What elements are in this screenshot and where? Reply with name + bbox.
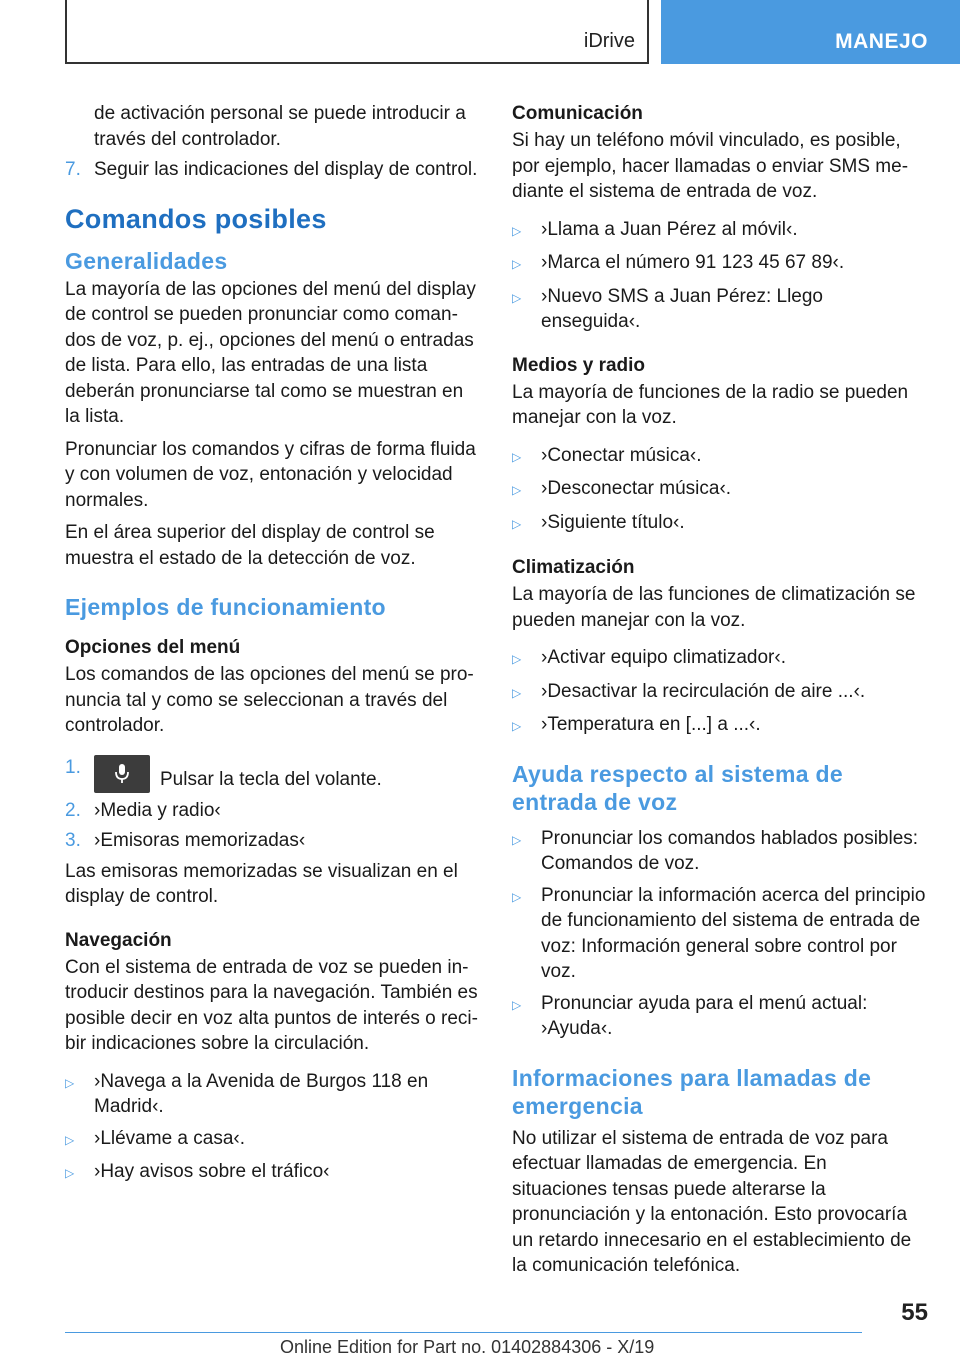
step-7: 7. Seguir las indicaciones del display de control. bbox=[65, 159, 478, 180]
list-item: ▷ ›Desconectar música‹. bbox=[512, 476, 926, 504]
heading-ejemplos: Ejemplos de funcionamiento bbox=[65, 594, 386, 620]
paragraph: Las emisoras memorizadas se visualizan en el display de control. bbox=[65, 860, 458, 907]
heading-generalidades: Generalidades bbox=[65, 247, 228, 274]
triangle-right-icon: ▷ bbox=[512, 223, 522, 238]
page-number: 55 bbox=[901, 1299, 928, 1326]
triangle-right-icon: ▷ bbox=[512, 516, 522, 531]
step-2: 2. ›Media y radio‹ bbox=[65, 799, 221, 821]
step-6-continuation: de activación personal se puede introducir a través del controlador. bbox=[94, 103, 466, 150]
list-item: ▷ ›Llama a Juan Pérez al móvil‹. bbox=[512, 217, 926, 245]
header-box bbox=[65, 0, 649, 64]
left-column bbox=[65, 101, 479, 1193]
heading-medios-radio: Medios y radio bbox=[512, 354, 646, 376]
paragraph: En el área superior del display de control se muestra el estado de la detección de voz. bbox=[65, 522, 435, 569]
triangle-right-icon: ▷ bbox=[65, 1166, 75, 1180]
steering-voice-button bbox=[94, 755, 150, 793]
list-item: ▷ Pronunciar la información acerca del principio de funcionamiento del sistema de entrada de voz: Información general sobre control por voz. bbox=[512, 883, 926, 985]
paragraph: La mayoría de las opciones del menú del display de control se pueden pronunciar como comandos de voz, p. ej., opciones del menú o entradas de lista. Para ello, las entradas de una lista deberán pronunciarse tal como se muestran en la lista. bbox=[65, 278, 476, 427]
triangle-right-icon: ▷ bbox=[512, 652, 522, 666]
triangle-right-icon: ▷ bbox=[512, 483, 522, 497]
list-item: ▷ ›Conectar música‹. bbox=[512, 443, 926, 471]
step-3: 3. ›Emisoras memorizadas‹ bbox=[65, 830, 306, 851]
list-item: ▷ ›Activar equipo climatizador‹. bbox=[512, 645, 926, 673]
paragraph: La mayoría de funciones de la radio se pueden manejar con la voz. bbox=[512, 381, 909, 428]
triangle-right-icon: ▷ bbox=[512, 719, 522, 733]
triangle-right-icon: ▷ bbox=[512, 889, 522, 904]
paragraph: Pronunciar los comandos y cifras de forma fluida y con volumen de voz, entonación y velocidad normales. bbox=[65, 438, 476, 511]
right-column bbox=[512, 101, 926, 1286]
header-chapter: MANEJO bbox=[835, 30, 928, 53]
heading-ayuda: Ayuda respecto al sistema de entrada de voz bbox=[512, 760, 843, 815]
list-item: ▷ ›Temperatura en [...] a ...‹. bbox=[512, 712, 926, 740]
triangle-right-icon: ▷ bbox=[512, 257, 522, 271]
list-item: ▷ ›Desactivar la recirculación de aire ...‹. bbox=[512, 679, 926, 707]
heading-comunicacion: Comunicación bbox=[512, 103, 643, 124]
heading-navegacion: Navegación bbox=[65, 929, 172, 951]
paragraph: Con el sistema de entrada de voz se pueden introducir destinos para la navegación. También es posible decir en voz alta puntos de interés o recibir indicaciones sobre la circulación. bbox=[65, 956, 478, 1054]
triangle-right-icon: ▷ bbox=[512, 997, 522, 1012]
triangle-right-icon: ▷ bbox=[65, 1132, 75, 1147]
list-item: ▷ Pronunciar los comandos hablados posibles: Comandos de voz. bbox=[512, 826, 926, 877]
step-1: 1. Pulsar la tecla del volante. bbox=[65, 755, 479, 793]
paragraph: Si hay un teléfono móvil vinculado, es posible, por ejemplo, hacer llamadas o enviar SMS mediante el sistema de entrada de voz. bbox=[512, 130, 909, 202]
triangle-right-icon: ▷ bbox=[65, 1075, 75, 1090]
list-item: ▷ ›Siguiente título‹. bbox=[512, 510, 926, 538]
header-section: iDrive bbox=[583, 30, 635, 52]
heading-climatizacion: Climatización bbox=[512, 557, 635, 578]
triangle-right-icon: ▷ bbox=[512, 290, 522, 305]
heading-comandos-posibles: Comandos posibles bbox=[65, 203, 327, 234]
header-chapter-tab bbox=[661, 0, 960, 64]
microphone-icon bbox=[113, 763, 131, 785]
paragraph: La mayoría de las funciones de climatización se pueden manejar con la voz. bbox=[512, 584, 916, 631]
triangle-right-icon: ▷ bbox=[512, 832, 522, 847]
heading-emergencia: Informaciones para llamadas de emergencia bbox=[512, 1064, 872, 1119]
list-item: ▷ ›Hay avisos sobre el tráfico‹ bbox=[65, 1159, 479, 1187]
list-item: ▷ ›Navega a la Avenida de Burgos 118 en Madrid‹. bbox=[65, 1069, 479, 1120]
triangle-right-icon: ▷ bbox=[512, 449, 522, 464]
list-item: ▷ ›Marca el número 91 123 45 67 89‹. bbox=[512, 250, 926, 278]
footer-edition: Online Edition for Part no. 01402884306 - X/19 bbox=[280, 1337, 655, 1357]
paragraph: Los comandos de las opciones del menú se pronuncia tal y como se seleccionan a través del controlador. bbox=[65, 664, 474, 736]
triangle-right-icon: ▷ bbox=[512, 685, 522, 700]
list-item: ▷ Pronunciar ayuda para el menú actual: ›Ayuda‹. bbox=[512, 991, 926, 1042]
paragraph: No utilizar el sistema de entrada de voz para efectuar llamadas de emergencia. En situaciones tensas puede alterarse la pronunciación y la entonación. Esto provocaría un retardo innecesario en el establecimiento de la comunicación telefónica. bbox=[512, 1127, 912, 1276]
list-item: ▷ ›Nuevo SMS a Juan Pérez: Llego enseguida‹. bbox=[512, 284, 926, 335]
list-item: ▷ ›Llévame a casa‹. bbox=[65, 1126, 479, 1154]
footer-divider bbox=[65, 1332, 862, 1333]
heading-opciones-menu: Opciones del menú bbox=[65, 637, 241, 658]
